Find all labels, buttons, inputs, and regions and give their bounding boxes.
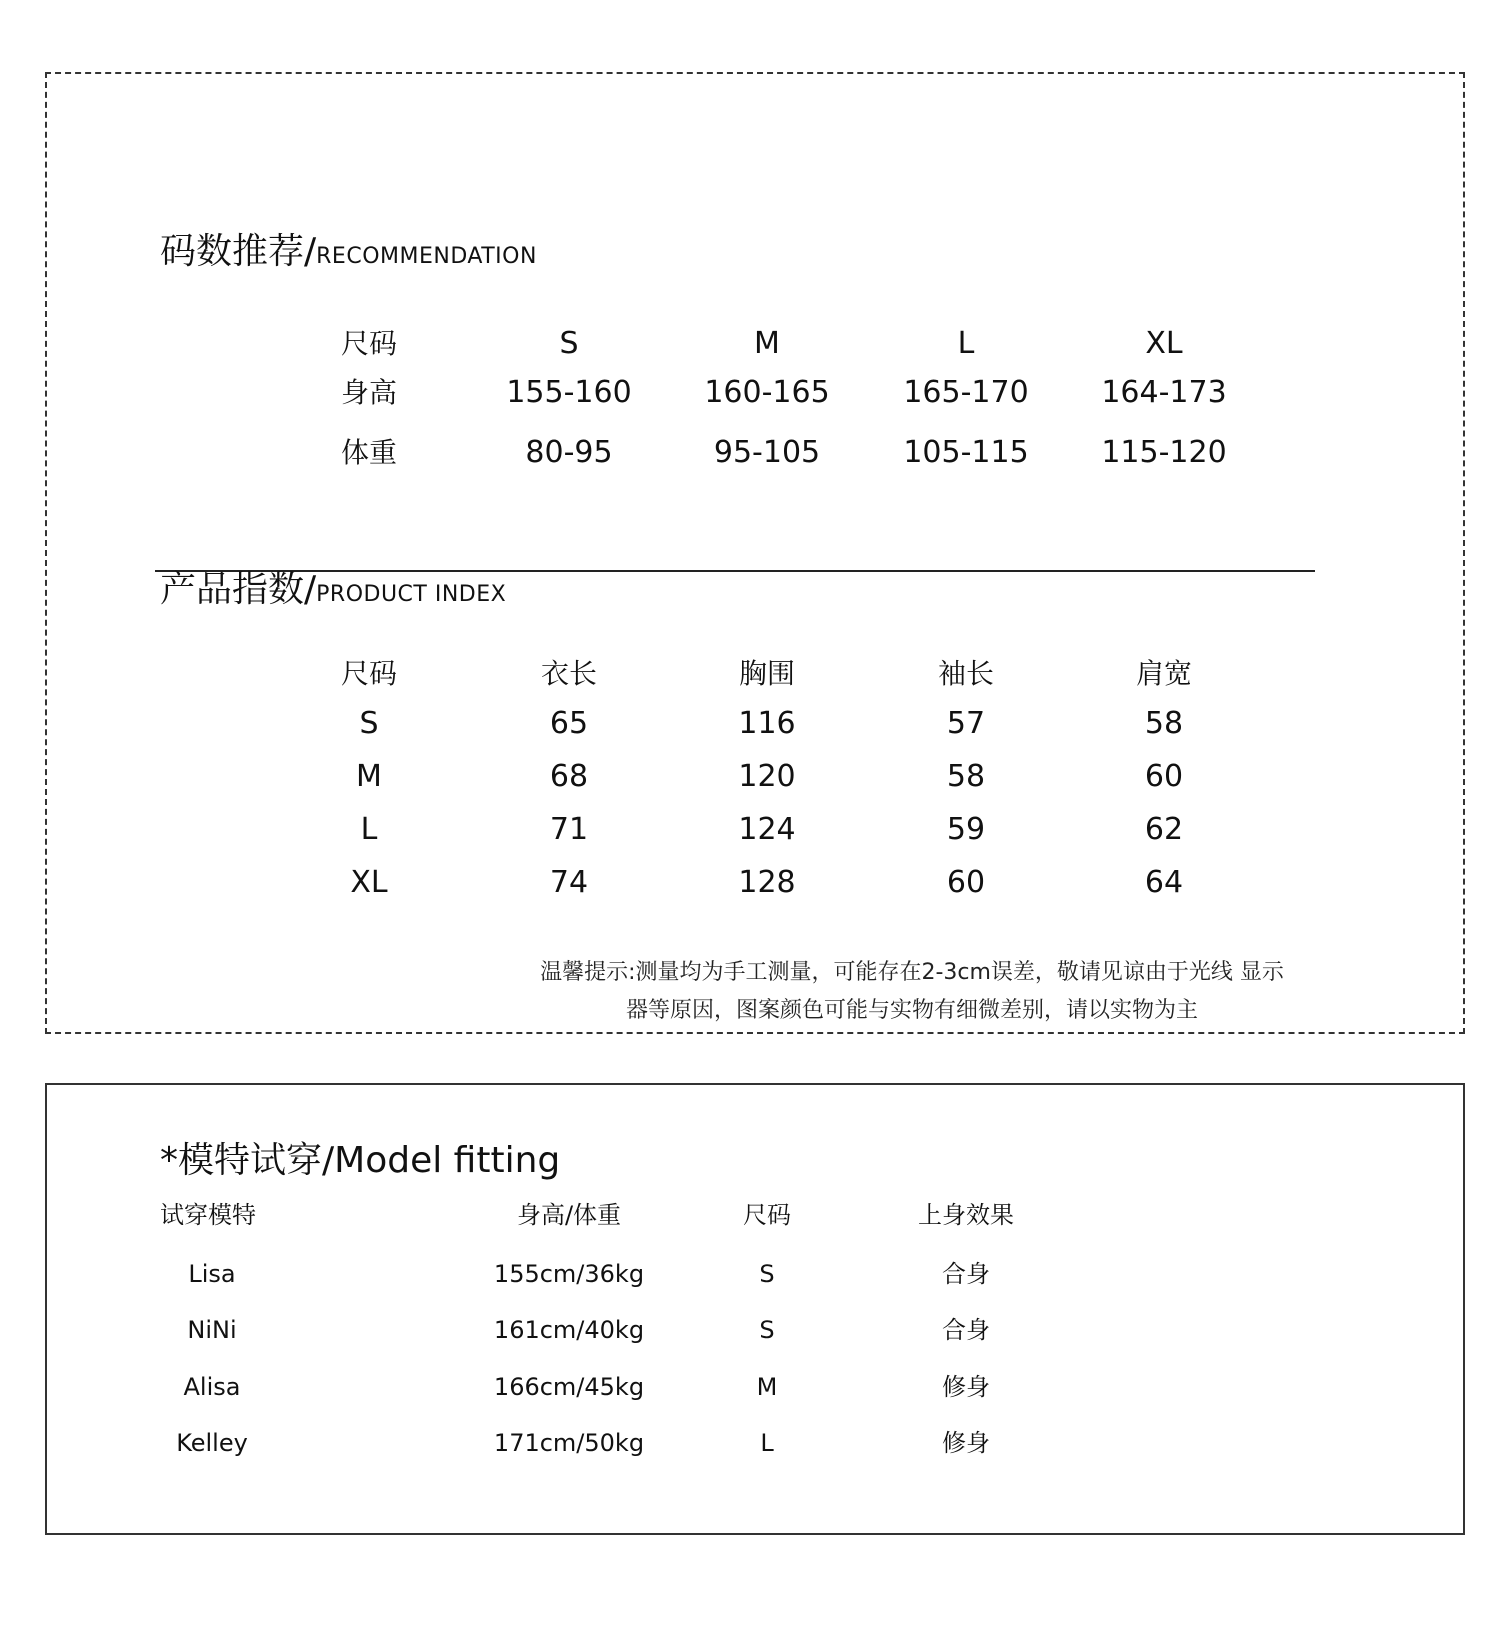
measurement-note-line: 温馨提示:测量均为手工测量，可能存在2-3cm误差，敬请见谅由于光线 显示 [540,960,1284,985]
recommendation-cell: 164-173 [1101,375,1227,410]
product-index-cell: 60 [1144,759,1184,794]
model-size: L [760,1429,774,1457]
recommendation-title [160,232,537,277]
product-index-title-wrap [160,570,506,615]
model-name: Lisa [188,1260,236,1288]
product-index-cell: 62 [1144,812,1184,847]
product-index-cell: 60 [946,865,986,900]
recommendation-title-zh: 码数推荐/ [160,231,317,272]
model-fitting-header-cell: 尺码 [743,1201,791,1229]
model-fitting-title: *模特试穿/Model fitting [160,1140,561,1181]
recommendation-cell: 105-115 [903,435,1029,470]
model-size: S [759,1260,775,1288]
product-index-cell: 58 [1144,706,1184,741]
recommendation-header-cell: L [957,326,975,361]
recommendation-row-label: 身高 [340,376,397,409]
model-fit-effect: 修身 [942,1373,990,1401]
product-index-size-cell: S [359,706,379,741]
model-fitting-panel [45,1083,1465,1535]
product-index-header-cell: 衣长 [540,657,597,690]
product-index-size-cell: M [356,759,382,794]
recommendation-header-cell: S [559,326,579,361]
model-height-weight: 161cm/40kg [493,1316,645,1344]
recommendation-cell: 95-105 [713,435,821,470]
product-index-title-zh: 产品指数/ [160,569,317,610]
product-index-size-cell: XL [350,865,388,900]
model-fitting-header-cell: 上身效果 [918,1201,1014,1229]
recommendation-title-en: RECOMMENDATION [316,244,537,269]
size-chart-panel [45,72,1465,1034]
model-fitting-header-cell: 身高/体重 [516,1201,622,1229]
model-name: Kelley [176,1429,248,1457]
model-height-weight: 155cm/36kg [493,1260,645,1288]
product-index-cell: 71 [549,812,589,847]
product-index-header-cell: 肩宽 [1135,657,1192,690]
measurement-note-line: 器等原因，图案颜色可能与实物有细微差别，请以实物为主 [625,998,1198,1023]
model-height-weight: 171cm/50kg [493,1429,645,1457]
product-index-header-cell: 尺码 [340,657,397,690]
recommendation-cell: 160-165 [704,375,830,410]
product-index-cell: 58 [946,759,986,794]
product-index-cell: 65 [549,706,589,741]
model-height-weight: 166cm/45kg [493,1373,645,1401]
recommendation-cell: 165-170 [903,375,1029,410]
recommendation-row-label: 体重 [340,436,397,469]
product-index-cell: 120 [738,759,796,794]
recommendation-cell: 155-160 [506,375,632,410]
product-index-size-cell: L [360,812,378,847]
model-name: NiNi [187,1316,237,1344]
product-index-title-en: PRODUCT INDEX [316,582,507,607]
recommendation-header-cell: XL [1145,326,1183,361]
recommendation-cell: 115-120 [1101,435,1227,470]
product-index-cell: 57 [946,706,986,741]
product-index-cell: 128 [738,865,796,900]
model-size: M [756,1373,778,1401]
model-name: Alisa [183,1373,241,1401]
model-fit-effect: 修身 [942,1429,990,1457]
recommendation-header-cell: M [754,326,780,361]
model-fitting-header-cell: 试穿模特 [160,1201,256,1229]
model-fit-effect: 合身 [942,1316,990,1344]
measurement-note [487,954,1337,1030]
product-index-cell: 74 [549,865,589,900]
model-size: S [759,1316,775,1344]
product-index-cell: 116 [738,706,796,741]
product-index-cell: 64 [1144,865,1184,900]
model-fit-effect: 合身 [942,1260,990,1288]
recommendation-cell: 80-95 [525,435,613,470]
recommendation-header-cell: 尺码 [340,327,397,360]
product-index-header-cell: 胸围 [738,657,795,690]
product-index-cell: 68 [549,759,589,794]
product-index-cell: 59 [946,812,986,847]
product-index-cell: 124 [738,812,796,847]
product-index-header-cell: 袖长 [937,657,994,690]
